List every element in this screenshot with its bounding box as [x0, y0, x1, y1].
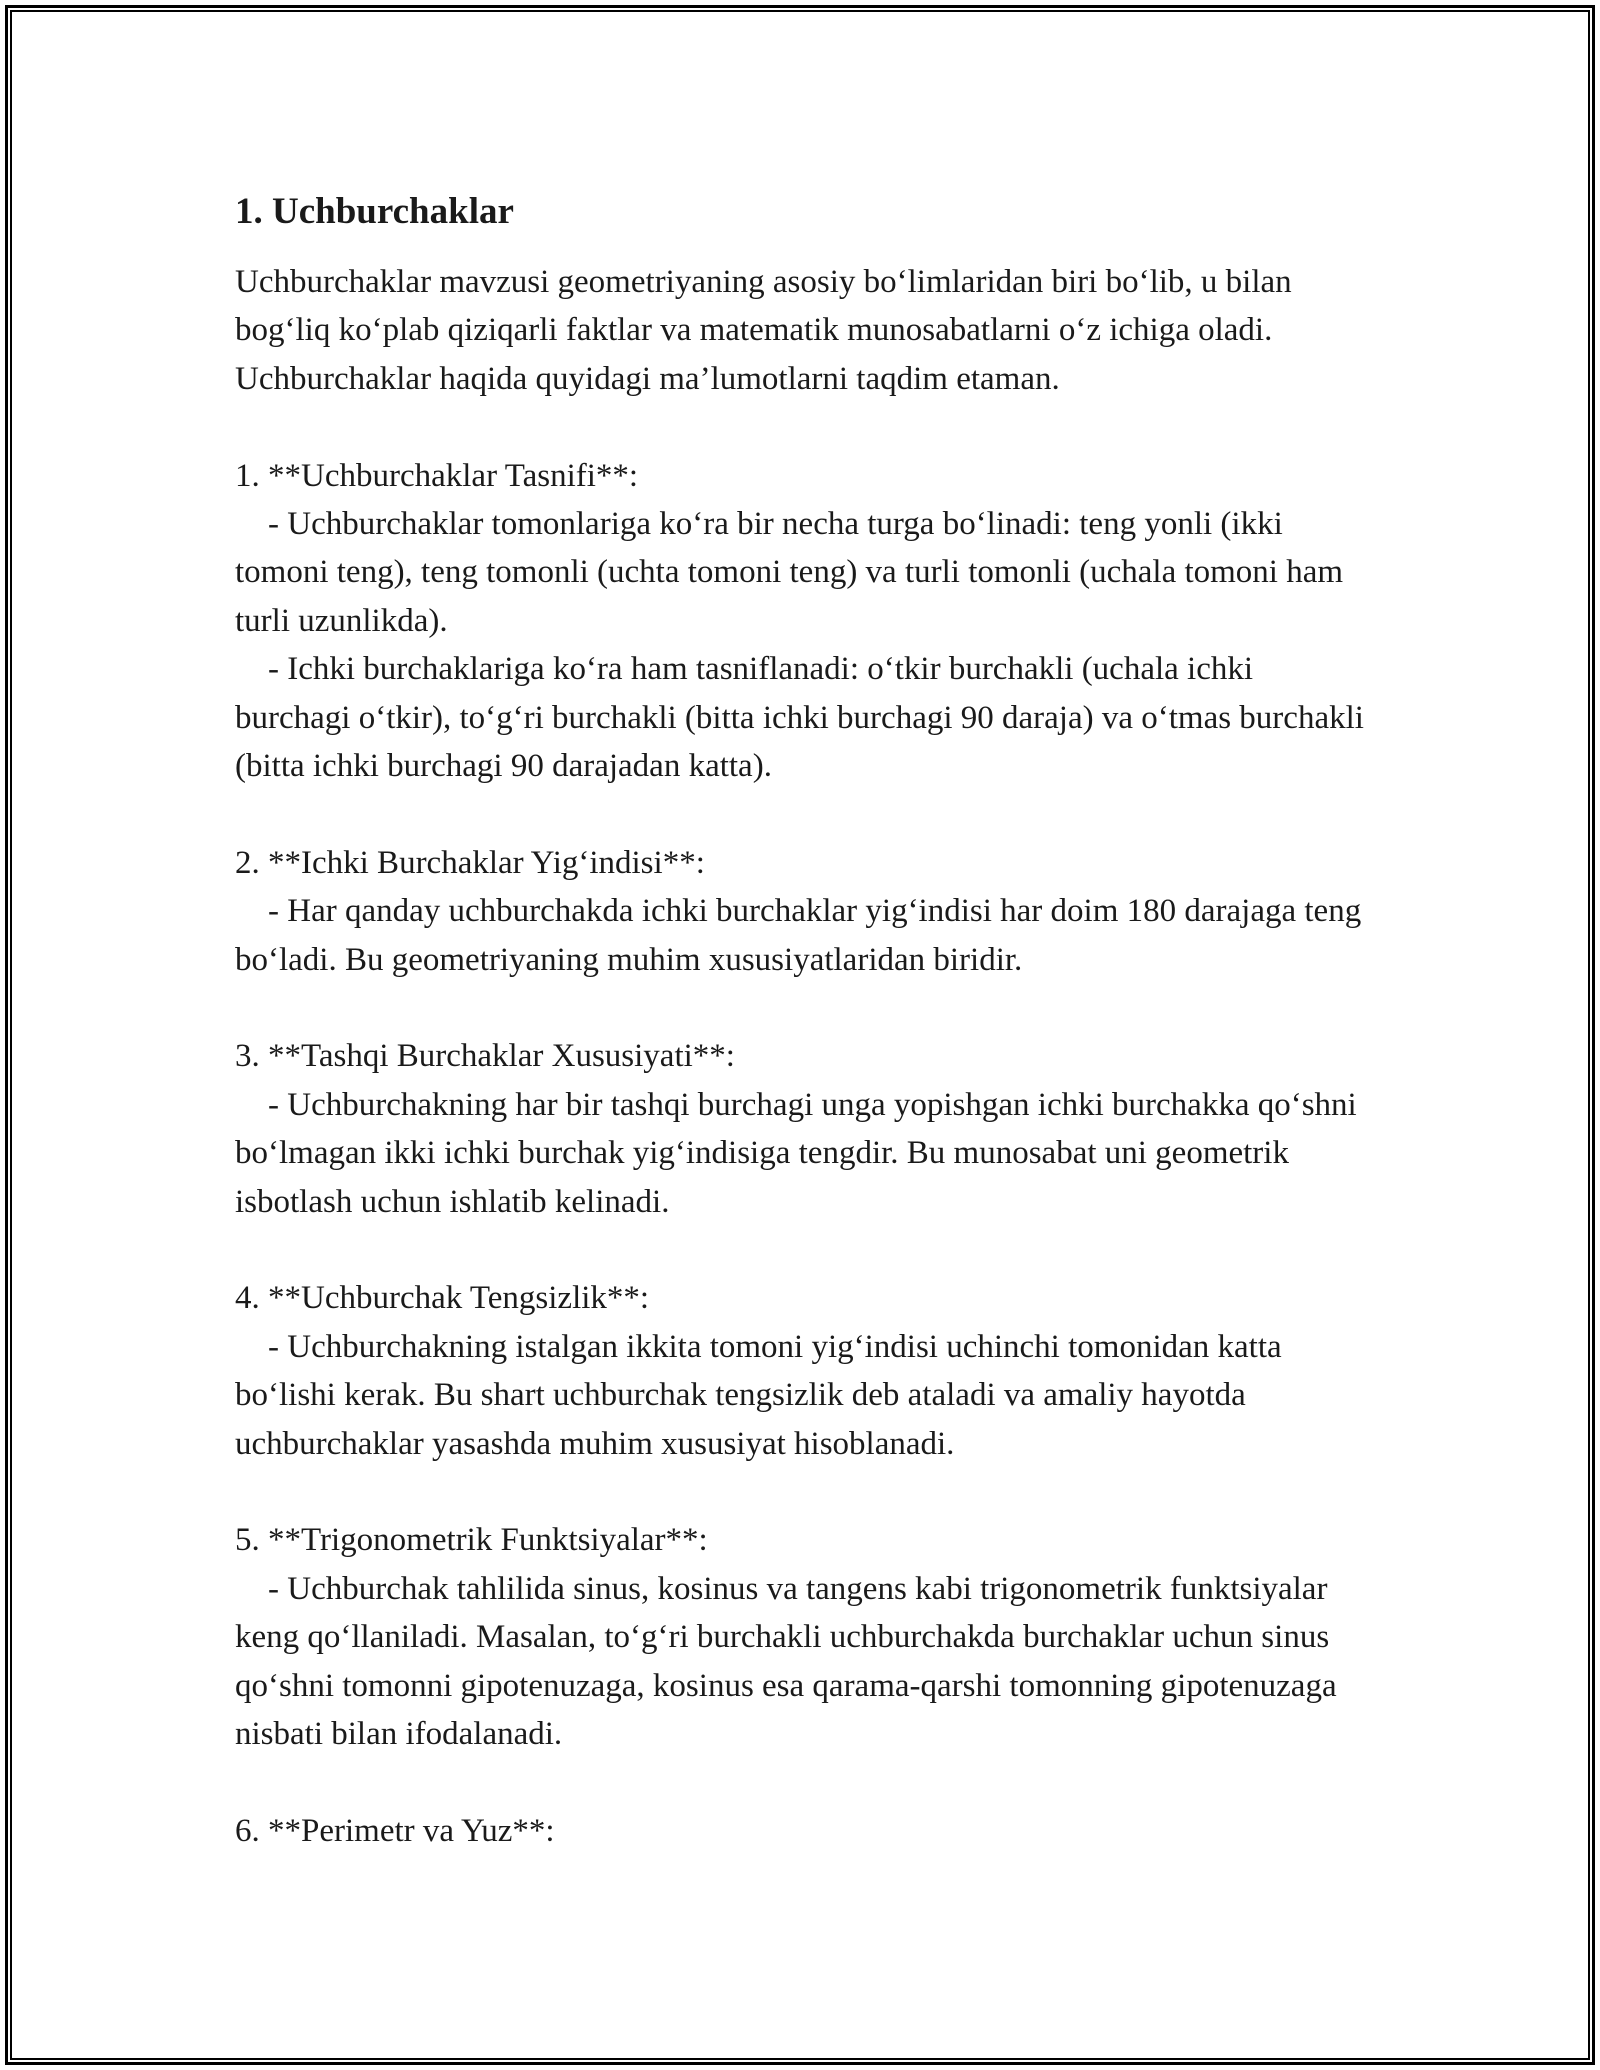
spacer	[235, 1759, 1375, 1807]
spacer	[235, 984, 1375, 1032]
section-heading: 5. **Trigonometrik Funktsiyalar**:	[235, 1522, 708, 1559]
spacer	[235, 1468, 1375, 1516]
section-heading: 2. **Ichki Burchaklar Yig‘indisi**:	[235, 844, 705, 881]
section-bullet: - Uchburchakning istalgan ikkita tomoni yig‘indisi uchinchi tomonidan katta bo‘lishi kerak. Bu shart uchburchak tengsizlik deb ataladi va amaliy hayotda uchburchaklar yasashda muhim xususiyat hisoblanadi.	[235, 1328, 1290, 1462]
section-triangle-inequality	[235, 1274, 1375, 1468]
section-angle-sum	[235, 839, 1375, 984]
section-bullet: - Har qanday uchburchakda ichki burchaklar yig‘indisi har doim 180 darajaga teng bo‘ladi. Bu geometriyaning muhim xususiyatlaridan biridir.	[235, 893, 1370, 978]
section-exterior-angles	[235, 1032, 1375, 1226]
section-heading: 6. **Perimetr va Yuz**:	[235, 1812, 555, 1849]
section-bullet: - Uchburchak tahlilida sinus, kosinus va tangens kabi trigonometrik funktsiyalar keng qo‘llaniladi. Masalan, to‘g‘ri burchakli uchburchakda burchaklar uchun sinus qo‘shni tomonni gipotenuzaga, kosinus esa qarama-qarshi tomonning gipotenuzaga nisbati bilan ifodalanadi.	[235, 1570, 1345, 1753]
section-bullet: - Uchburchakning har bir tashqi burchagi unga yopishgan ichki burchakka qo‘shni bo‘lmagan ikki ichki burchak yig‘indisiga tengdir. Bu munosabat uni geometrik isbotlash uchun ishlatib kelinadi.	[235, 1086, 1365, 1220]
intro-paragraph: Uchburchaklar mavzusi geometriyaning asosiy bo‘limlaridan biri bo‘lib, u bilan bog‘liq ko‘plab qiziqarli faktlar va matematik munosabatlarni o‘z ichiga oladi. Uchburchaklar haqida quyidagi ma’lumotlarni taqdim etaman.	[235, 264, 1300, 397]
spacer	[235, 790, 1375, 838]
spacer	[235, 1226, 1375, 1274]
section-bullet: - Ichki burchaklariga ko‘ra ham tasniflanadi: o‘tkir burchakli (uchala ichki burchagi o‘tkir), to‘g‘ri burchakli (bitta ichki burchagi 90 daraja) va o‘tmas burchakli (bitta ichki burchagi 90 darajadan katta).	[235, 651, 1373, 785]
section-bullet: - Uchburchaklar tomonlariga ko‘ra bir necha turga bo‘linadi: teng yonli (ikki tomoni teng), teng tomonli (uchta tomoni teng) va turli tomonli (uchala tomoni ham turli uzunlikda).	[235, 506, 1352, 639]
section-heading: 1. **Uchburchaklar Tasnifi**:	[235, 457, 639, 494]
section-perimeter-area	[235, 1807, 1375, 1855]
spacer	[235, 403, 1375, 451]
page-title: 1. Uchburchaklar	[235, 191, 514, 232]
document-body	[235, 188, 1375, 1855]
section-trigonometric-functions	[235, 1516, 1375, 1758]
section-classification	[235, 452, 1375, 791]
section-heading: 3. **Tashqi Burchaklar Xususiyati**:	[235, 1038, 735, 1075]
section-heading: 4. **Uchburchak Tengsizlik**:	[235, 1280, 650, 1317]
